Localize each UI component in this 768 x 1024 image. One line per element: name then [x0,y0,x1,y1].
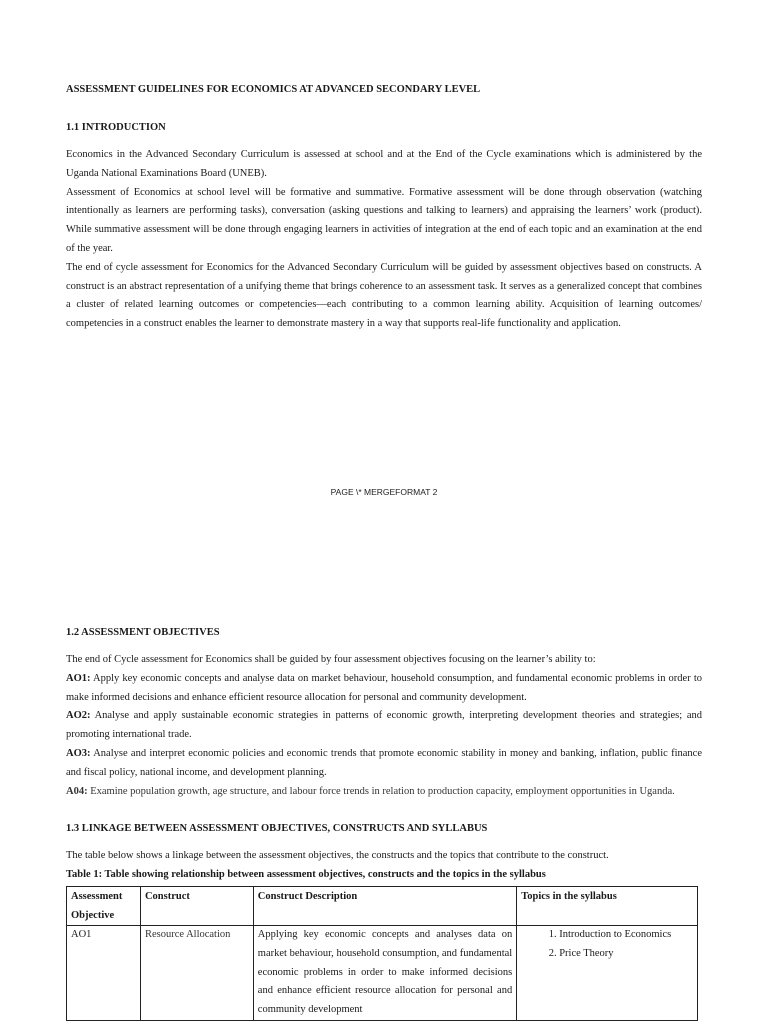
objective-code: A04: [66,785,88,797]
topics-cell [517,926,698,1021]
intro-paragraph: Economics in the Advanced Secondary Curriculum is assessed at school and at the End of the Cycle examinations which is administered by the Uganda National Examinations Board (UNEB). [66,149,702,179]
intro-paragraph: Assessment of Economics at school level will be formative and summative. Formative assessment will be done through observation (watching intentionally as learners are performing tasks), conversation (asking questions and talking to learners) and appraising the learners’ work (product). While summative assessment will be done through engaging learners in activities of integration at the end of each topic and an examination at the end of the year. [66,186,702,254]
linkage-section [66,823,702,834]
table-header-row [67,887,698,926]
introduction-body [66,146,702,334]
table-header-cell: Construct Description [253,887,516,926]
topic-item: 1. Introduction to Economics [559,926,693,945]
linkage-lead: The table below shows a linkage between the assessment objectives, the constructs and the topics that contribute to the construct. [66,850,609,861]
table-header-cell: Construct [140,887,253,926]
linkage-table-wrap [66,886,702,1021]
objectives-lead: The end of Cycle assessment for Economics shall be guided by four assessment objectives focusing on the learner’s ability to: [66,654,596,665]
description-cell: Applying key economic concepts and analyses data on market behaviour, household consumption, and fundamental economic problems in order to make informed decisions and enhance efficient resource allocation for personal and community development [253,926,516,1021]
objective-item [66,707,702,745]
linkage-heading: 1.3 LINKAGE BETWEEN ASSESSMENT OBJECTIVES, CONSTRUCTS AND SYLLABUS [66,823,488,834]
table-header-cell: Topics in the syllabus [517,887,698,926]
topics-list [521,926,693,964]
table-header-cell: Assessment Objective [67,887,141,926]
document-title: ASSESSMENT GUIDELINES FOR ECONOMICS AT ADVANCED SECONDARY LEVEL [66,84,481,95]
objective-text: Analyse and interpret economic policies and economic trends that promote economic stability in money and banking, inflation, public finance and fiscal policy, national income, and development planning. [66,747,702,778]
introduction-section [66,122,702,133]
objective-text: Examine population growth, age structure, and labour force trends in relation to production capacity, employment opportunities in Uganda. [87,785,675,797]
objective-code: AO2: [66,710,91,722]
linkage-body [66,847,702,884]
objective-item [66,783,702,802]
objective-text: Apply key economic concepts and analyse data on market behaviour, household consumption, and fundamental economic problems in order to make informed decisions and enhance efficient resource allocation for personal and community development. [66,672,702,703]
objectives-heading: 1.2 ASSESSMENT OBJECTIVES [66,627,220,638]
objective-text: Analyse and apply sustainable economic strategies in patterns of economic growth, interpreting development theories and strategies; and promoting international trade. [66,710,702,741]
page-footer-field: PAGE \* MERGEFORMAT 2 [330,487,438,497]
construct-cell: Resource Allocation [140,926,253,1021]
intro-paragraph: The end of cycle assessment for Economics for the Advanced Secondary Curriculum will be guided by assessment objectives based on constructs. A construct is an abstract representation of a unifying theme that brings coherence to an assessment task. It serves as a generalized concept that combines a cluster of related learning outcomes or competencies—each contributing to a common learning ability. Acquisition of learning outcomes/ competencies in a construct enables the learner to demonstrate mastery in a way that supports real-life functionality and application. [66,261,702,330]
objective-code: AO1: [66,672,91,684]
table-row [67,926,698,1021]
introduction-heading: 1.1 INTRODUCTION [66,122,166,133]
objectives-body [66,651,702,801]
document-title-block [66,84,702,95]
objectives-section [66,627,702,638]
linkage-table [66,886,698,1021]
objective-cell: AO1 [67,926,141,1021]
table-caption: Table 1: Table showing relationship between assessment objectives, constructs and the topics in the syllabus [66,868,546,880]
objective-item [66,670,702,708]
objective-item [66,745,702,783]
objective-code: AO3: [66,747,91,759]
topic-item: 2. Price Theory [559,945,693,964]
